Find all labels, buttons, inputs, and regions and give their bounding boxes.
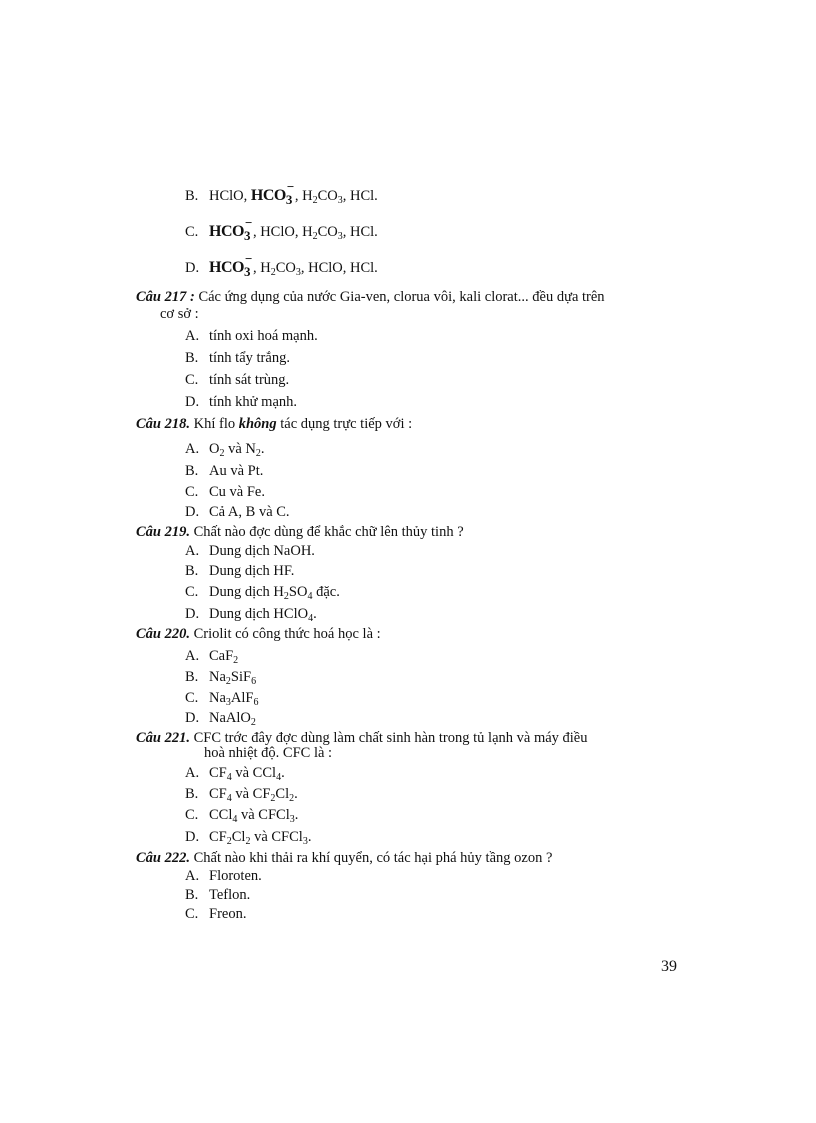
question-number: Câu 220.: [136, 626, 190, 642]
question-number: Câu 218.: [136, 416, 190, 432]
option-label: C.: [185, 224, 199, 240]
q216-option-d: [185, 251, 378, 279]
q221-option-c: C. CCl$_4$ và CFCl$_3$.: [185, 807, 299, 825]
q217-option-b: B. tính tẩy trắng.: [185, 350, 290, 366]
hco3-ion: HCO − $_3$: [209, 251, 252, 279]
q218-option-c: C. Cu và Fe.: [185, 484, 265, 500]
q217-option-d: D. tính khử mạnh.: [185, 394, 298, 410]
q217-stem: [136, 288, 605, 306]
q220-option-a: A. CaF$_2$: [185, 648, 239, 666]
q219-option-d: D. Dung dịch HClO$_4$.: [185, 606, 317, 624]
question-text: Criolit có công thức hoá học là :: [193, 626, 381, 642]
q219-option-c: C. Dung dịch $H_2SO_4$ đặc.: [185, 584, 340, 602]
q220-option-d: D. NaAlO$_2$: [185, 710, 256, 728]
q222-option-a: A. Floroten.: [185, 868, 262, 884]
hco3-ion: HCO − $_3$: [209, 215, 252, 243]
q220-option-c: C. $Na_3AlF_6$: [185, 690, 259, 708]
q222-option-b: B. Teflon.: [185, 887, 251, 903]
option-text-post: , HClO, $H_2CO_3$, HCl.: [252, 224, 378, 242]
q216-option-c: [185, 215, 378, 243]
q221-stem-cont: hoà nhiệt độ. CFC là :: [204, 745, 333, 761]
q219-option-b: B. Dung dịch HF.: [185, 563, 295, 579]
q221-option-d: D. $CF_2Cl_2$ và CFCl$_3$.: [185, 829, 312, 847]
question-text: Chất nào khi thải ra khí quyển, có tác hại phá hủy tầng ozon ?: [193, 850, 553, 866]
page-number: 39: [661, 958, 677, 975]
question-number: Câu 221.: [136, 730, 190, 746]
question-number: Câu 217 :: [136, 289, 195, 305]
option-text-post: , $H_2CO_3$, HCl.: [294, 188, 378, 206]
q217-option-c: C. tính sát trùng.: [185, 372, 290, 388]
question-text: Chất nào đợc dùng để khắc chữ lên thủy tinh ?: [193, 524, 464, 540]
q217-option-a: A. tính oxi hoá mạnh.: [185, 328, 318, 344]
question-text: CFC trớc đây đợc dùng làm chất sinh hàn trong tủ lạnh và máy điều: [193, 730, 588, 746]
q218-option-a: A. $O_2$ và $N_2$.: [185, 441, 265, 459]
hco3-ion: HCO − $_3$: [250, 179, 294, 207]
q221-option-a: A. $CF_4$ và CCl$_4$.: [185, 765, 285, 783]
q217-stem-cont: cơ sở :: [160, 306, 199, 322]
question-text: Các ứng dụng của nước Gia-ven, clorua vôi, kali clorat... đều dựa trên: [198, 289, 605, 305]
option-label: D.: [185, 260, 200, 276]
option-text-pre: HClO,: [209, 188, 248, 204]
q219-stem: [136, 523, 464, 541]
emphasis-text: không: [238, 416, 277, 432]
q216-option-b: [185, 179, 378, 207]
option-label: B.: [185, 188, 199, 204]
q221-option-b: B. $CF_4$ và $CF_2Cl_2$.: [185, 786, 298, 804]
q218-stem: Câu 218. Khí flo không tác dụng trực tiếp với :: [136, 416, 413, 432]
q220-option-b: B. $Na_2SiF_6$: [185, 669, 257, 687]
q219-option-a: A. Dung dịch NaOH.: [185, 543, 315, 559]
question-number: Câu 222.: [136, 850, 190, 866]
question-number: Câu 219.: [136, 524, 190, 540]
q222-option-c: C. Freon.: [185, 906, 247, 922]
q218-option-b: B. Au và Pt.: [185, 463, 264, 479]
q222-stem: [136, 849, 552, 867]
q220-stem: [136, 625, 381, 643]
q218-option-d: D. Cả A, B và C.: [185, 504, 290, 520]
option-text-post: , $H_2CO_3$, HClO, HCl.: [252, 260, 378, 278]
